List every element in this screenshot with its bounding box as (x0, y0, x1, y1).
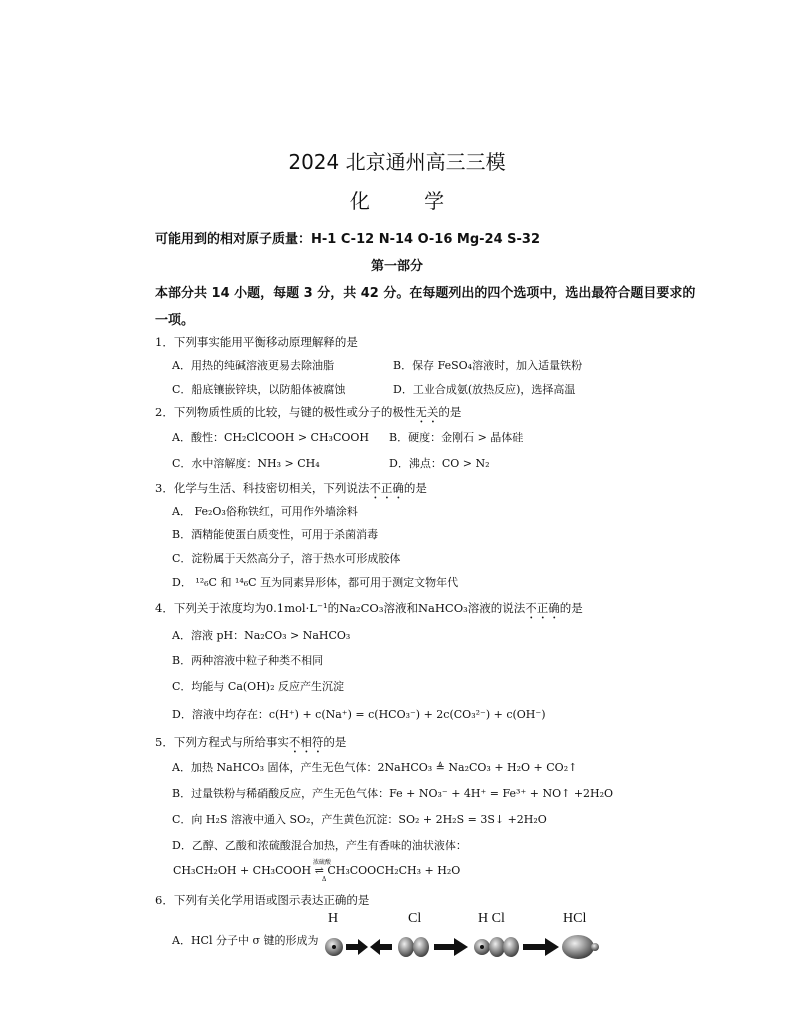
instructions-line1: 本部分共 14 小题，每题 3 分，共 42 分。在每题列出的四个选项中，选出最符合题目要求的 (155, 286, 696, 301)
cl-p-orbital (398, 937, 429, 957)
q3-option-d: D． ¹²₆C 和 ¹⁴₆C 互为同素异形体，都可用于测定文物年代 (172, 576, 459, 589)
q1-option-b: B．保存 FeSO₄溶液时，加入适量铁粉 (393, 359, 583, 372)
orbital-label-h-cl: H Cl (478, 911, 505, 926)
q6-stem: 6．下列有关化学用语或图示表达正确的是 (155, 893, 370, 907)
q2-stem-pre: 2．下列物质性质的比较，与键的极性或分子的极性 (155, 405, 416, 419)
h-s-orbital (325, 938, 343, 956)
q5-condition-top: 浓硫酸 (313, 859, 332, 866)
q4-stem-emph: 不正确 (525, 601, 560, 615)
q5-stem (155, 734, 346, 756)
q4-option-a: A．溶液 pH：Na₂CO₃ > NaHCO₃ (172, 629, 351, 642)
q5-option-d-equation: CH₃CH₂OH + CH₃COOH ⇌ CH₃COOCH₂CH₃ + H₂O (173, 864, 461, 877)
exam-title: 2024 北京通州高三三模 (288, 150, 506, 174)
q4-stem-pre: 4．下列关于浓度均为0.1mol·L⁻¹的Na₂CO₃溶液和NaHCO₃溶液的说法 (155, 601, 526, 615)
q3-option-c: C．淀粉属于天然高分子，溶于热水可形成胶体 (172, 552, 401, 565)
arrow-left-icon (370, 939, 392, 955)
instructions-line2: 一项。 (155, 313, 195, 328)
orbital-label-cl: Cl (408, 911, 422, 926)
q2-stem-emph: 无关 (415, 405, 439, 419)
q5-stem-emph: 不相符 (288, 735, 324, 749)
q1-option-a: A．用热的纯碱溶液更易去除油脂 (172, 359, 334, 372)
q2-option-d: D．沸点：CO > N₂ (389, 457, 490, 470)
q3-option-b: B．酒精能使蛋白质变性，可用于杀菌消毒 (172, 528, 379, 541)
part-heading: 第一部分 (370, 259, 423, 274)
q2-option-a: A．酸性：CH₂ClCOOH > CH₃COOH (172, 431, 370, 444)
arrow-right-icon (523, 938, 559, 956)
q3-stem-pre: 3．化学与生活、科技密切相关，下列说法 (155, 481, 370, 495)
overlap-orbital (474, 937, 519, 957)
orbital-label-h: H (328, 911, 339, 926)
q5-option-a: A．加热 NaHCO₃ 固体，产生无色气体：2NaHCO₃ ≜ Na₂CO₃ + H₂O + CO₂↑ (172, 761, 578, 774)
arrow-right-icon (434, 938, 468, 956)
q5-option-b: B．过量铁粉与稀硝酸反应，产生无色气体：Fe + NO₃⁻ + 4H⁺ = Fe³⁺ + NO↑ +2H₂O (172, 787, 614, 800)
hcl-sigma-orbital (562, 935, 599, 959)
arrow-right-icon (346, 939, 368, 955)
q5-condition-bottom: Δ (322, 876, 327, 883)
atomic-masses: 可能用到的相对原子质量：H-1 C-12 N-14 O-16 Mg-24 S-32 (155, 232, 540, 247)
q3-stem-post: 的是 (403, 481, 427, 495)
orbital-label-hcl: HCl (563, 911, 587, 926)
q4-stem (155, 600, 583, 622)
q1-stem: 1．下列事实能用平衡移动原理解释的是 (155, 335, 358, 349)
q2-stem (155, 404, 461, 426)
sigma-bond-formation-diagram (322, 933, 602, 961)
q4-option-c: C．均能与 Ca(OH)₂ 反应产生沉淀 (172, 680, 344, 693)
q2-option-b: B．硬度：金刚石 > 晶体硅 (389, 431, 524, 444)
q5-option-c: C．向 H₂S 溶液中通入 SO₂，产生黄色沉淀：SO₂ + 2H₂S = 3S↓ +2H₂O (172, 813, 547, 826)
q2-stem-post: 的是 (438, 405, 462, 419)
q3-option-a: A． Fe₂O₃俗称铁红，可用作外墙涂料 (172, 505, 358, 518)
q2-option-c: C．水中溶解度：NH₃ > CH₄ (172, 457, 320, 470)
q4-stem-post: 的是 (559, 601, 583, 615)
q1-option-d: D．工业合成氨(放热反应)，选择高温 (393, 383, 576, 396)
q5-option-d-line1: D．乙醇、乙酸和浓硫酸混合加热，产生有香味的油状液体： (172, 839, 467, 852)
q4-option-d: D．溶液中均存在：c(H⁺) + c(Na⁺) = c(HCO₃⁻) + 2c(CO₃²⁻) + c(OH⁻) (172, 708, 546, 721)
q5-stem-post: 的是 (323, 735, 347, 749)
q6-option-a: A．HCl 分子中 σ 键的形成为 (172, 934, 319, 947)
q5-stem-pre: 5．下列方程式与所给事实 (155, 735, 289, 749)
q1-option-c: C．船底镶嵌锌块，以防船体被腐蚀 (172, 383, 346, 396)
subject-title: 化 学 (349, 189, 469, 213)
q3-stem (155, 480, 427, 502)
q4-option-b: B．两种溶液中粒子种类不相同 (172, 654, 324, 667)
q3-stem-emph: 不正确 (369, 481, 404, 495)
